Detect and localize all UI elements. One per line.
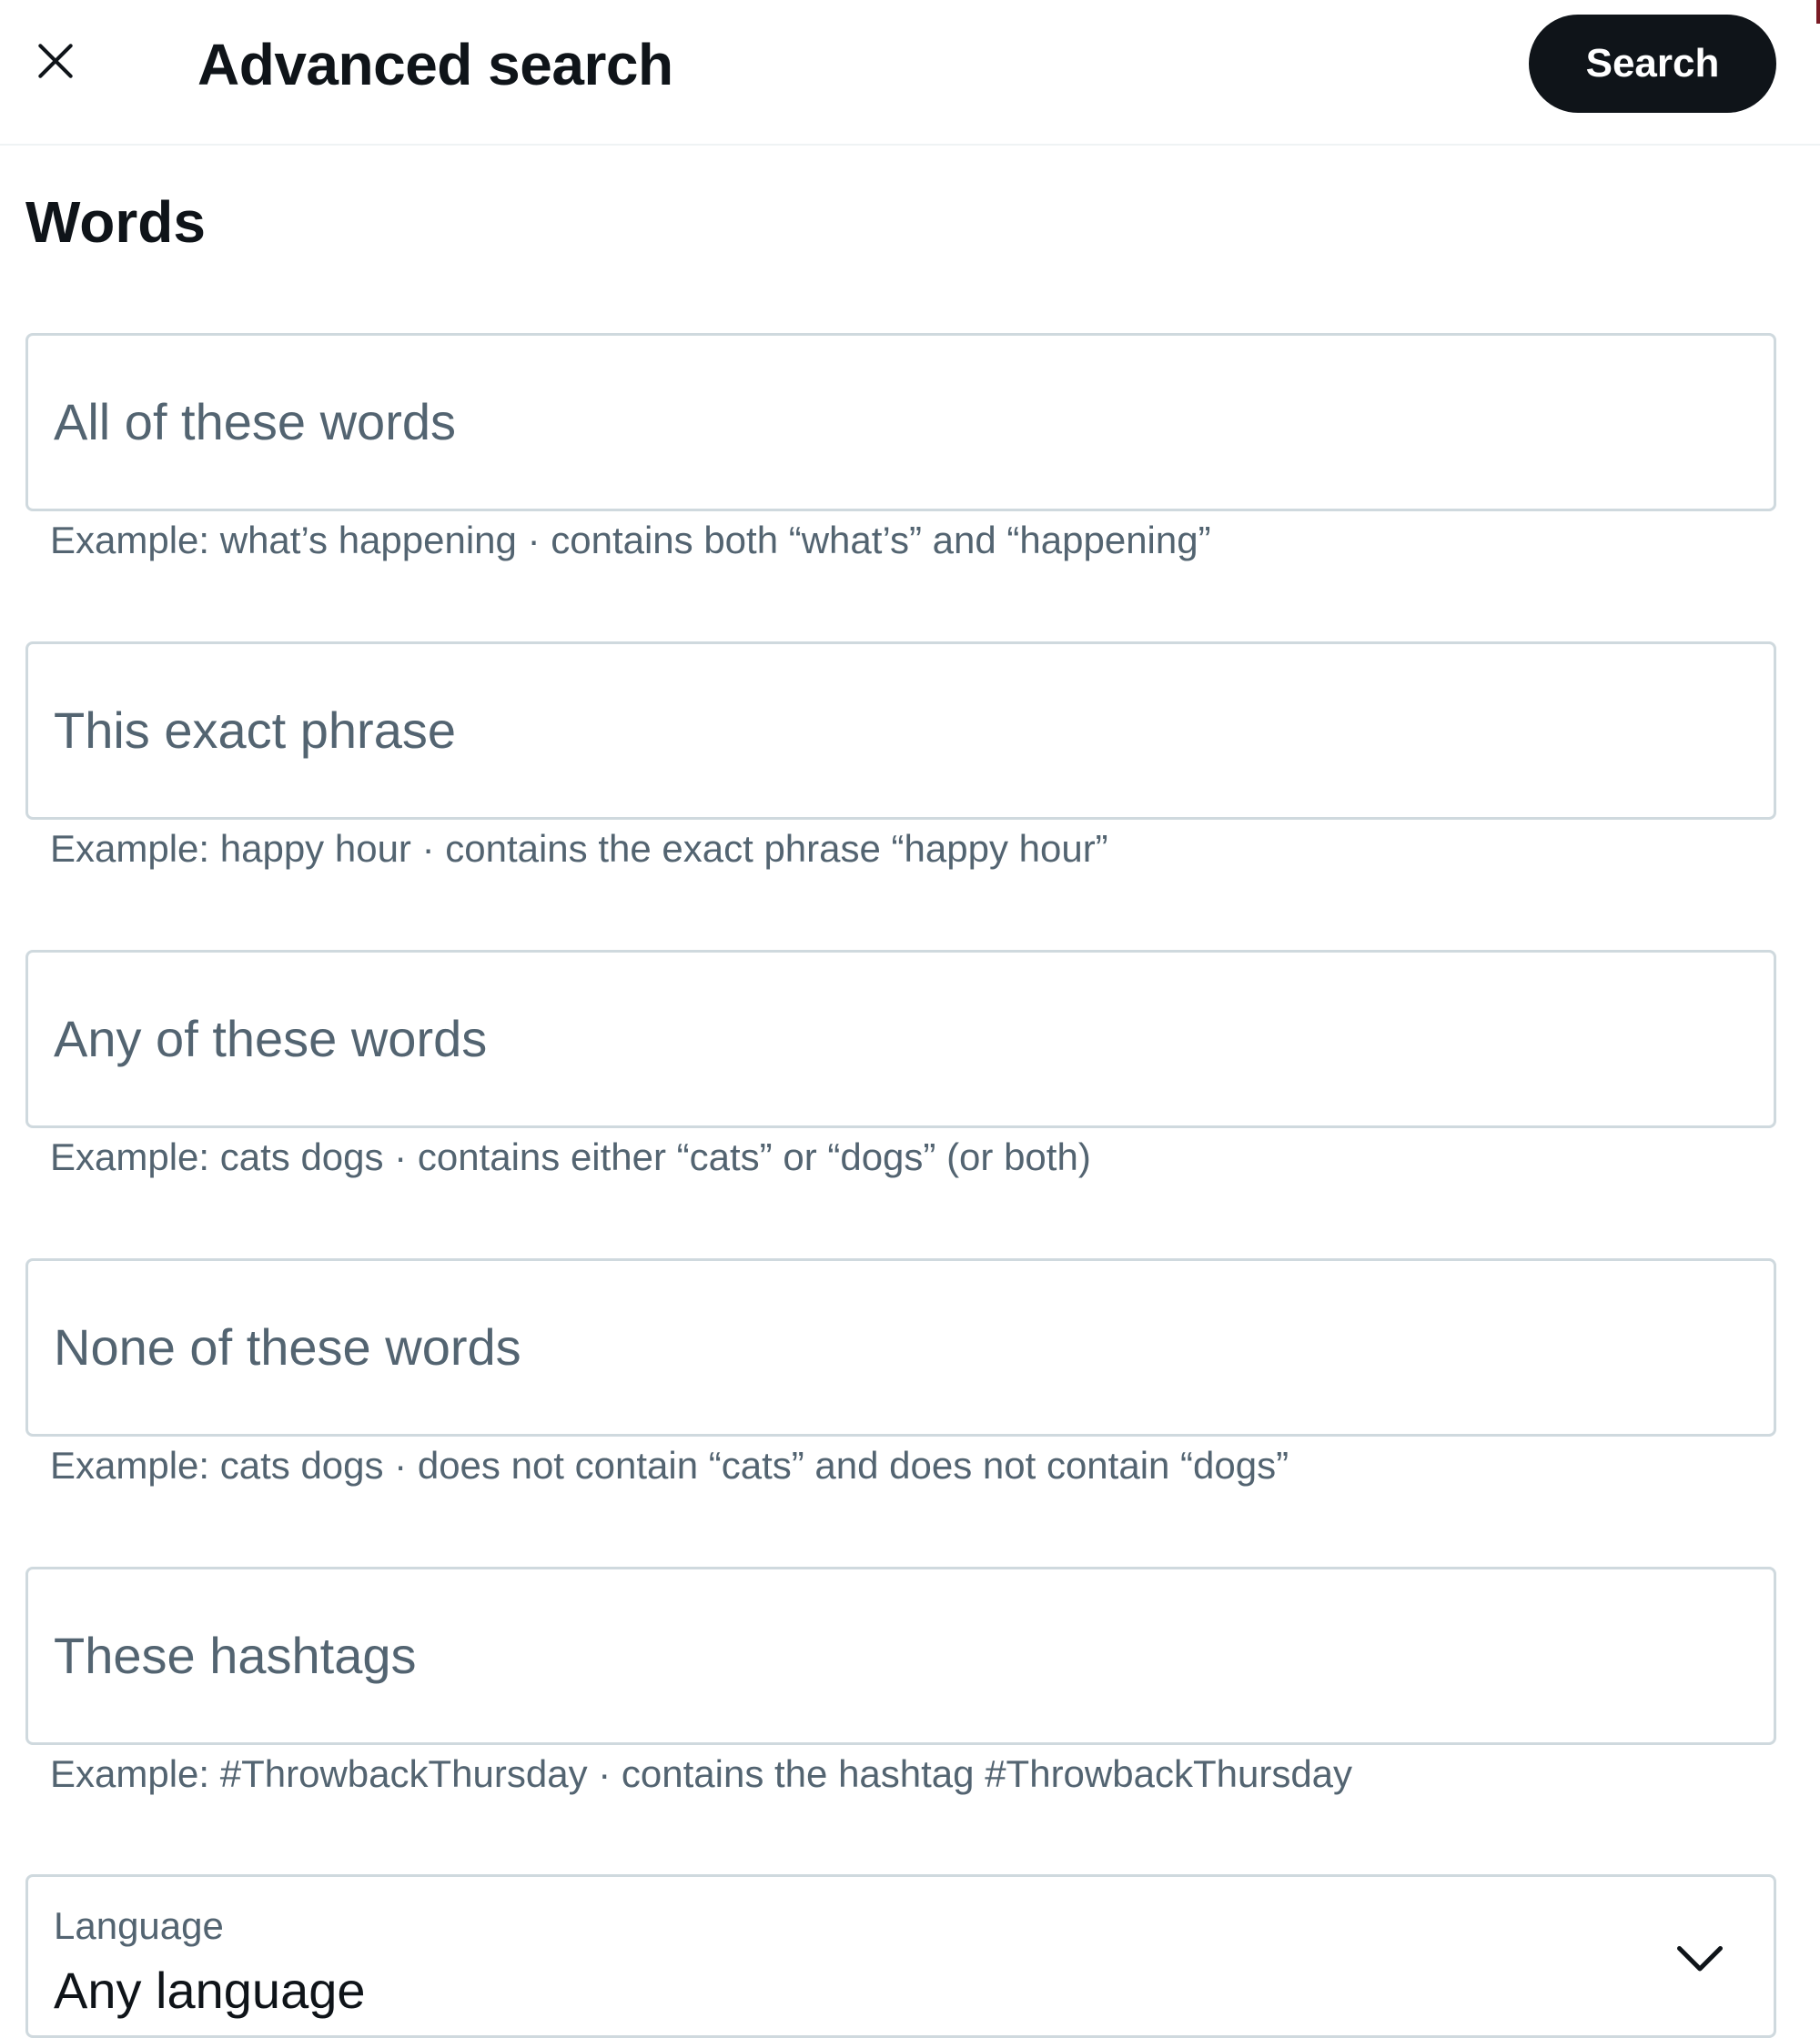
- search-button[interactable]: Search: [1529, 15, 1776, 113]
- page-title: Advanced search: [197, 32, 673, 97]
- exact-phrase-field[interactable]: [25, 641, 1776, 820]
- exact-phrase-label: This exact phrase: [54, 701, 456, 759]
- exact-phrase-hint: Example: happy hour · contains the exact phrase “happy hour”: [50, 827, 1108, 870]
- any-words-field[interactable]: [25, 950, 1776, 1128]
- language-value: Any language: [54, 1962, 366, 2019]
- language-label: Language: [54, 1904, 224, 1947]
- header-bar: [0, 0, 1820, 146]
- close-button[interactable]: [20, 25, 91, 96]
- hashtags-field[interactable]: [25, 1567, 1776, 1745]
- all-words-label: All of these words: [54, 393, 456, 450]
- section-title-words: Words: [25, 189, 206, 255]
- hashtags-label: These hashtags: [54, 1627, 417, 1684]
- any-words-hint: Example: cats dogs · contains either “cats” or “dogs” (or both): [50, 1135, 1091, 1178]
- hashtags-hint: Example: #ThrowbackThursday · contains the hashtag #ThrowbackThursday: [50, 1752, 1353, 1795]
- any-words-label: Any of these words: [54, 1010, 488, 1067]
- all-words-field[interactable]: [25, 333, 1776, 511]
- none-words-field[interactable]: [25, 1258, 1776, 1437]
- all-words-hint: Example: what’s happening · contains both “what’s” and “happening”: [50, 519, 1211, 561]
- close-icon: [33, 38, 78, 84]
- none-words-hint: Example: cats dogs · does not contain “cats” and does not contain “dogs”: [50, 1444, 1289, 1487]
- language-select[interactable]: [25, 1874, 1776, 2038]
- none-words-label: None of these words: [54, 1318, 521, 1376]
- chevron-down-icon: [1673, 1932, 1727, 1987]
